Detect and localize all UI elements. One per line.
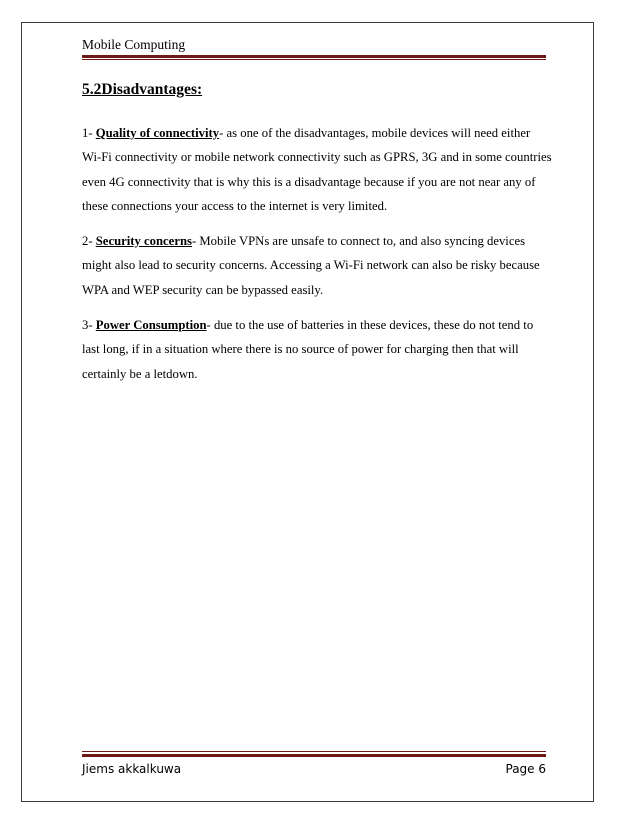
running-header: Mobile Computing — [82, 37, 186, 52]
item-number: 2- — [82, 234, 96, 248]
header-rule-thick — [82, 55, 546, 58]
footer-author: Jiems akkalkuwa — [82, 762, 182, 776]
footer-rule-thin — [82, 751, 546, 752]
paragraph-quality-of-connectivity — [82, 121, 552, 218]
item-text: - due to the use of batteries in these devices, these do not tend to last long, if in a situation where there is no source of power for charging then that will certainly be a letdown. — [82, 318, 534, 381]
header-rule-thin — [82, 59, 546, 60]
item-number: 1- — [82, 126, 96, 140]
paragraph-power-consumption — [82, 313, 552, 386]
item-number: 3- — [82, 318, 96, 332]
item-text: - Mobile VPNs are unsafe to connect to, and also syncing devices might also lead to security concerns. Accessing a Wi-Fi network can also be risky because WPA and WEP security can be bypassed easily. — [82, 234, 540, 297]
footer-rule-thick — [82, 754, 546, 757]
item-text: - as one of the disadvantages, mobile devices will need either Wi-Fi connectivity or mobile network connectivity such as GPRS, 3G and in some countries even 4G connectivity that is why this is a disadvantage because if you are not near any of these connections your access to the internet is very limited. — [82, 126, 552, 213]
paragraph-security-concerns — [82, 229, 552, 302]
page-number: Page 6 — [505, 762, 546, 776]
item-term: Power Consumption — [95, 318, 207, 332]
item-term: Security concerns — [95, 234, 192, 248]
section-heading: 5.2Disadvantages: — [82, 81, 203, 98]
item-term: Quality of connectivity — [95, 126, 220, 140]
